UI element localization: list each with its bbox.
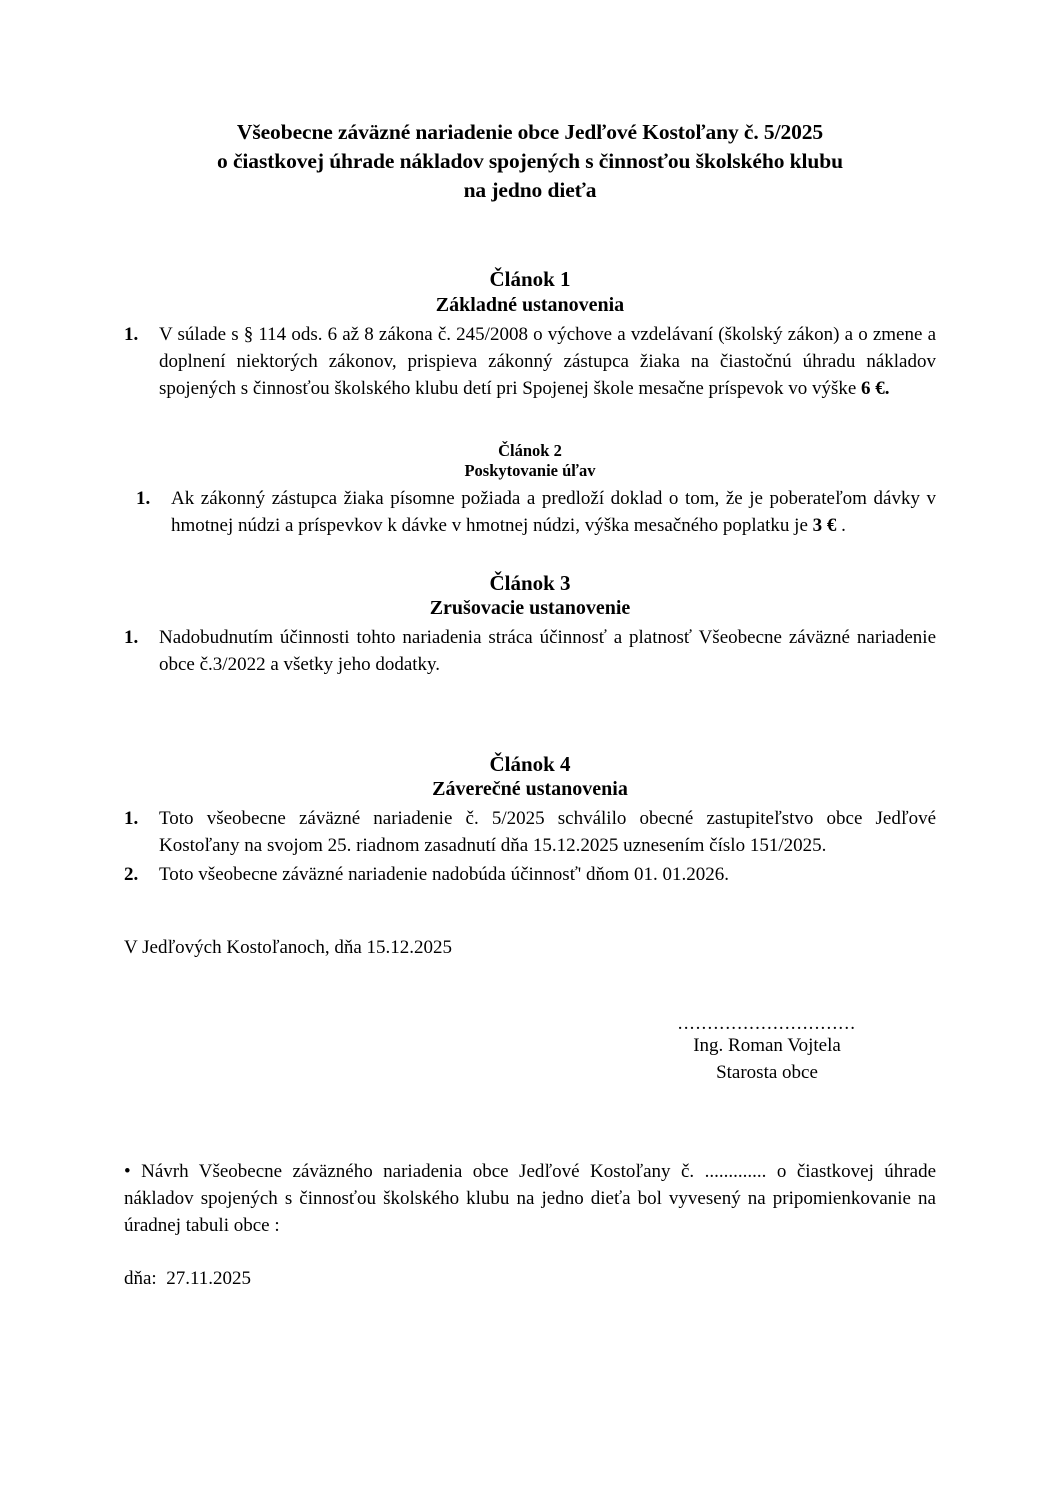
signature-role: Starosta obce <box>716 1062 818 1084</box>
article-1-heading <box>124 266 936 317</box>
article-1-clause-list <box>124 322 936 403</box>
clause-marker: 1. <box>136 487 151 509</box>
notice-text: Návrh Všeobecne záväzného nariadenia obce Jedľové Kostoľany č. ............. o čiastkovej úhrade nákladov spojených s činnosťou školského klubu na jedno dieťa bol vyvesený na pripomienkovanie na úradnej tabuli obce : <box>124 1160 936 1236</box>
article-3-clause-item-1 <box>124 625 936 679</box>
article-3-number: Článok 3 <box>489 570 571 595</box>
clause-text-tail: . <box>836 514 846 536</box>
clause-text: Nadobudnutím účinnosti tohto nariadenia stráca účinnosť a platnosť Všeobecne záväzné nariadenie obce č.3/2022 a všetky jeho dodatky. <box>159 626 936 675</box>
document-title <box>124 118 936 204</box>
article-2-clause-list <box>136 486 936 540</box>
article-3-clause-list <box>124 625 936 679</box>
document-title-line-1: Všeobecne záväzné nariadenie obce Jedľové Kostoľany č. 5/2025 <box>236 120 824 144</box>
place-and-date: V Jedľových Kostoľanoch, dňa 15.12.2025 <box>124 937 453 959</box>
article-1-clause-item-1 <box>124 322 936 403</box>
article-2-subtitle: Poskytovanie úľav <box>464 461 596 481</box>
document-content <box>124 0 936 1293</box>
signature-block <box>638 1014 896 1087</box>
posting-date-value: 27.11.2025 <box>166 1267 252 1289</box>
posting-date-row <box>124 1266 936 1293</box>
posting-date-label: dňa: <box>124 1267 157 1289</box>
article-4-subtitle: Záverečné ustanovenia <box>432 778 628 801</box>
article-4-heading <box>124 751 936 802</box>
article-3-heading <box>124 570 936 621</box>
article-4-clause-list <box>124 806 936 889</box>
notice-bullet-icon: • <box>124 1160 131 1182</box>
clause-amount: 3 € <box>812 514 837 536</box>
article-2-heading <box>124 441 936 482</box>
signature-dotted-line: .............................. <box>677 1013 857 1035</box>
clause-marker: 1. <box>124 808 139 830</box>
article-4-number: Článok 4 <box>489 751 571 776</box>
article-1-subtitle: Základné ustanovenia <box>435 293 625 316</box>
clause-text: V súlade s § 114 ods. 6 až 8 zákona č. 245/2008 o výchove a vzdelávaní (školský zákon) a o zmene a doplnení niektorých zákonov, prispieva zákonný zástupca žiaka na čiastočnú úhradu nákladov spojených s činnosťou školského klubu detí pri Spojenej škole mesačne príspevok vo výške <box>159 323 936 399</box>
public-notice-paragraph <box>124 1159 936 1240</box>
article-4-clause-item-1 <box>124 806 936 860</box>
clause-text: Toto všeobecne záväzné nariadenie nadobúda účinnosť' dňom 01. 01.2026. <box>159 864 730 886</box>
clause-amount: 6 €. <box>861 377 890 399</box>
clause-marker: 1. <box>124 626 139 648</box>
signature-name: Ing. Roman Vojtela <box>693 1035 841 1057</box>
article-2-clause-item-1 <box>136 486 936 540</box>
article-3-subtitle: Zrušovacie ustanovenie <box>429 596 631 619</box>
article-1-number: Článok 1 <box>489 267 571 292</box>
document-title-line-2: o čiastkovej úhrade nákladov spojených s činnosťou školského klubu <box>217 148 843 173</box>
clause-marker: 2. <box>124 864 139 886</box>
clause-text: Toto všeobecne záväzné nariadenie č. 5/2025 schválilo obecné zastupiteľstvo obce Jedľové Kostoľany na svojom 25. riadnom zasadnutí dňa 15.12.2025 uznesením číslo 151/2025. <box>159 808 936 857</box>
article-4-clause-item-2 <box>124 862 936 889</box>
article-2-number: Článok 2 <box>498 440 562 460</box>
clause-text: Ak zákonný zástupca žiaka písomne požiada a predloží doklad o tom, že je poberateľom dávky v hmotnej núdzi a príspevkov k dávke v hmotnej núdzi, výška mesačného poplatku je <box>171 487 936 536</box>
document-title-line-3: na jedno dieťa <box>463 177 597 202</box>
clause-marker: 1. <box>124 323 139 345</box>
